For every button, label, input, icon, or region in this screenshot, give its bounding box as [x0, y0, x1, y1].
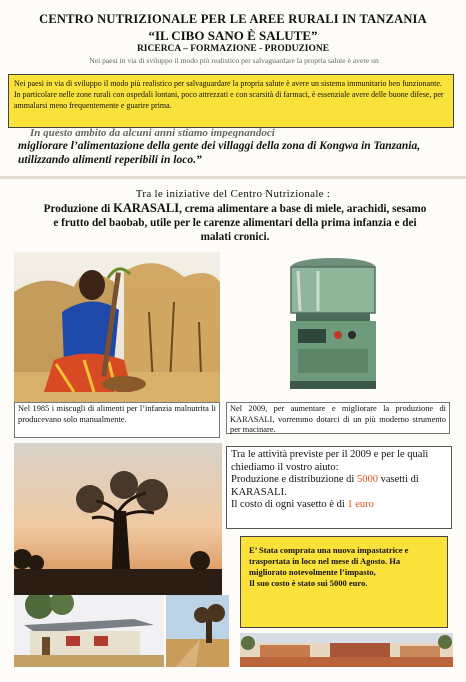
production-prefix: Produzione di	[43, 203, 114, 215]
purchase-cost: Il suo costo è stato sui 5000 euro.	[249, 578, 368, 588]
page-title: CENTRO NUTRIZIONALE PER LE AREE RURALI IN TANZANIA	[39, 12, 427, 26]
production-line-prefix: Produzione e distribuzione di	[231, 474, 357, 486]
activities-intro: Tra le attività previste per il 2009 e per le quali chiediamo il vostro aiuto:	[231, 449, 429, 473]
initiatives-heading: Tra le iniziative del Centro Nutrizionale :	[135, 188, 331, 200]
slogan: “IL CIBO SANO È SALUTE”	[148, 28, 318, 43]
mission-text: migliorare l’alimentazione della gente dei villaggi della zona di Kongwa in Tanzania, utilizzando alimenti reperibili in loco.”	[18, 140, 421, 166]
section-divider	[0, 176, 466, 179]
product-name: KARASALI	[113, 201, 180, 215]
cost-prefix: Il costo di ogni vasetto è di	[231, 499, 348, 511]
caption-2009: Nel 2009, per aumentare e migliorare la produzione di KARASALI, vorremmo dotarci di un più moderno strumento per macinare.	[226, 402, 450, 434]
faded-intro-line: Nei paesi in via di sviluppo il modo più realistico per salvaguardare la propria salute è avere un	[89, 56, 379, 65]
building-photo	[14, 595, 164, 667]
activities-cost	[231, 499, 447, 512]
mission-partial-line: In questo ambito da alcuni anni stiamo impegnandoci	[30, 128, 275, 138]
activities-production	[231, 474, 447, 499]
intro-box	[8, 74, 454, 128]
baobab-sunset-photo	[14, 443, 222, 595]
jar-count: 5000	[356, 474, 378, 486]
subtitle: RICERCA – FORMAZIONE - PRODUZIONE	[136, 44, 330, 54]
woman-pounding-photo	[14, 252, 220, 402]
grinder-machine-photo	[278, 255, 388, 395]
intro-text-2: In particolare nelle zone rurali con ospedali lontani, poco attrezzati e con scarsità di farmaci, è essenziale avere delle buone difese, per ammalarsi meno frequentemente e guarire prima.	[14, 90, 444, 110]
intro-text-1: Nei paesi in via di sviluppo il modo più realistico per salvaguardare la propria salute è avere un sistema immunitario ben funzionante.	[14, 79, 442, 88]
purchase-box	[240, 536, 448, 628]
activities-box	[226, 446, 452, 529]
purchase-text: E’ Stata comprata una nuova impastatrice e trasportata in loco nel mese di Agosto. Ha migliorato notevolmente l’impasto,	[249, 545, 409, 577]
production-line-suffix: vasetti di KARASALI.	[231, 474, 419, 498]
village-strip-photo	[240, 633, 453, 667]
road-photo	[166, 595, 229, 667]
karasali-description	[40, 201, 430, 244]
production-text: , crema alimentare a base di miele, arachidi, sesamo e frutto del baobab, utile per le carenze alimentari della prima infanzia e dei malati cronici.	[53, 203, 427, 243]
cost-value: 1 euro	[347, 499, 374, 511]
caption-1985: Nel 1985 i miscugli di alimenti per l’infanzia malnutrita li producevano solo manualmente.	[14, 402, 220, 438]
